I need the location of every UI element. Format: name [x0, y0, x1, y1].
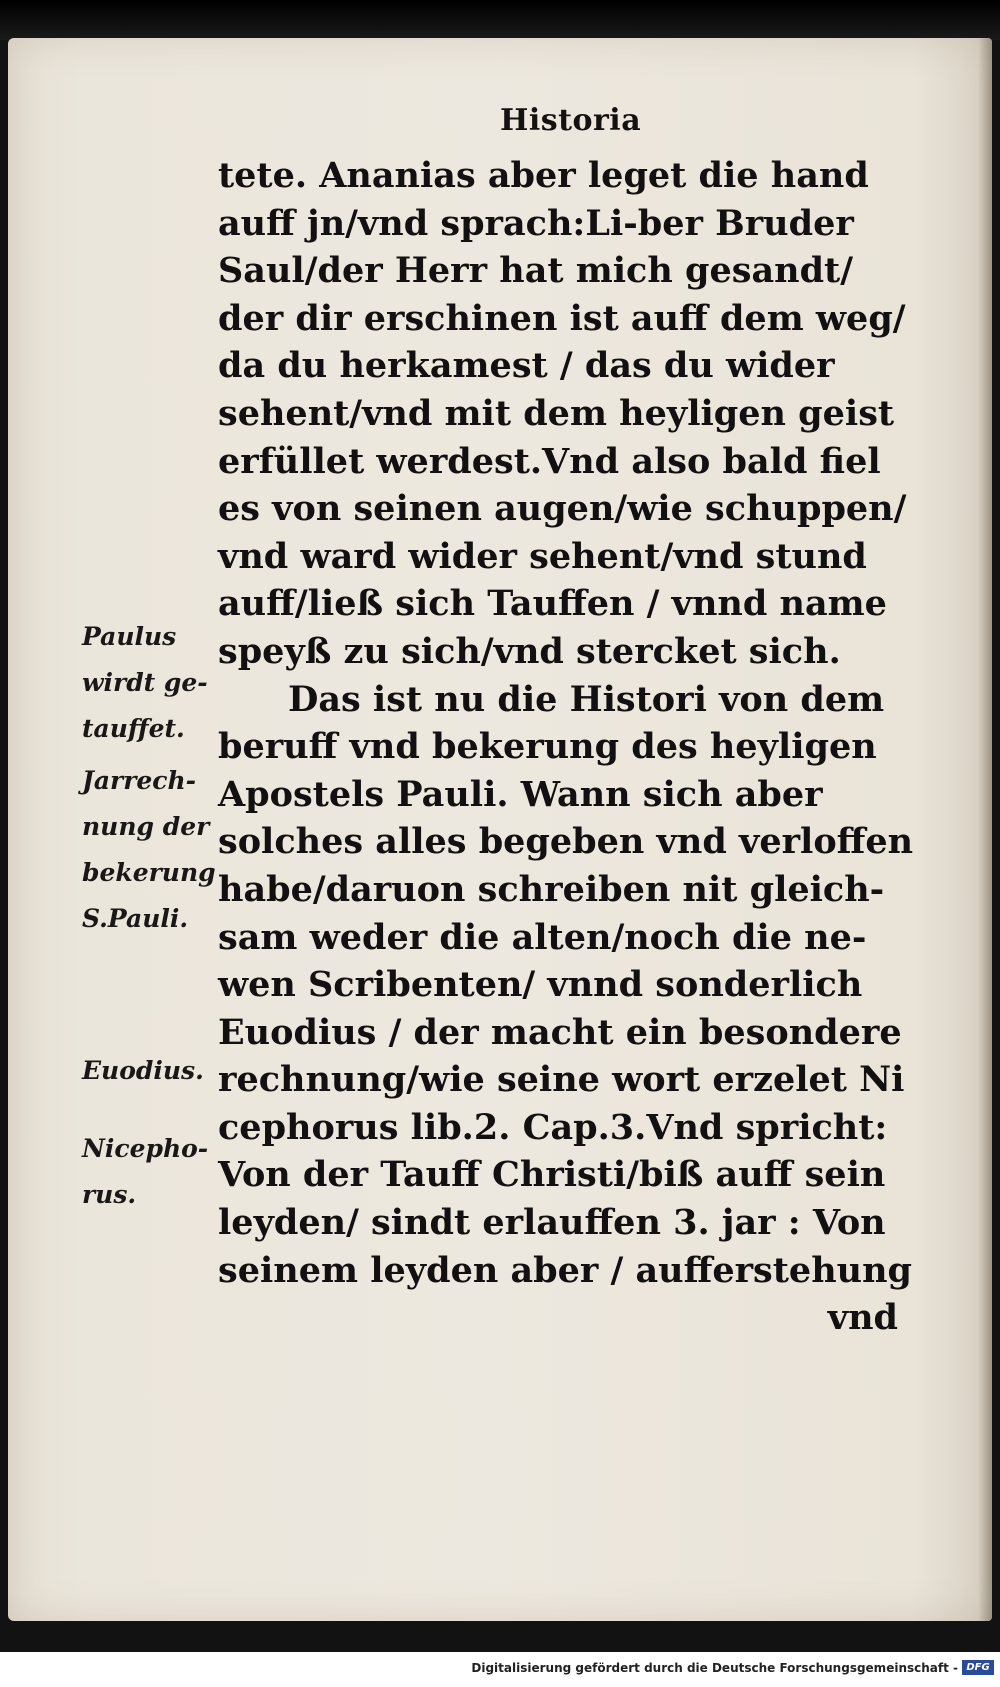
text-line: auff/ließ sich Tauffen / vnnd name — [218, 583, 887, 625]
text-line: es von seinen augen/wie schuppen/ — [218, 488, 907, 530]
text-line: habe/daruon schreiben nit gleich- — [218, 868, 885, 910]
text-line: Saul/der Herr hat mich gesandt/ — [218, 250, 853, 292]
text-line: sam weder die alten/noch die ne- — [218, 916, 867, 958]
text-line: rechnung/wie seine wort erzelet Ni — [218, 1059, 905, 1101]
text-line: Von der Tauff Christi/biß auff sein — [218, 1154, 886, 1196]
text-line: solches alles begeben vnd verloffen — [218, 821, 914, 863]
text-line: speyß zu sich/vnd stercket sich. — [218, 630, 841, 672]
book-page — [8, 38, 992, 1621]
running-head: Historia — [500, 103, 642, 138]
text-line: der dir erschinen ist auff dem weg/ — [218, 297, 906, 339]
text-line: wen Scribenten/ vnnd sonderlich — [218, 964, 863, 1006]
scan-top-edge — [0, 0, 1000, 40]
text-line: seinem leyden aber / aufferstehung — [218, 1249, 913, 1291]
margin-note-line: rus. — [82, 1180, 137, 1209]
digitization-credit: Digitalisierung gefördert durch die Deutsche Forschungsgemeinschaft - — [471, 1661, 958, 1675]
text-line: da du herkamest / das du wider — [218, 345, 835, 387]
text-line: Apostels Pauli. Wann sich aber — [218, 773, 823, 815]
text-line: beruff vnd bekerung des heyligen — [218, 726, 877, 768]
margin-note-euodius — [82, 1048, 232, 1094]
catchword: vnd — [827, 1297, 898, 1339]
text-line: cephorus lib.2. Cap.3.Vnd spricht: — [218, 1106, 888, 1148]
margin-note-line: wirdt ge- — [82, 668, 208, 697]
margin-note-nicephorus — [82, 1126, 232, 1218]
text-line: Das ist nu die Histori von dem — [288, 678, 885, 720]
margin-note-line: Paulus — [82, 622, 177, 651]
margin-note-line: S.Pauli. — [82, 904, 189, 933]
text-line: Euodius / der macht ein besondere — [218, 1011, 902, 1053]
text-line: vnd ward wider sehent/vnd stund — [218, 535, 867, 577]
margin-note-line: bekerung — [82, 858, 216, 887]
dfg-logo: DFG — [962, 1660, 994, 1675]
text-line: tete. Ananias aber leget die hand — [218, 155, 869, 196]
text-line: erfüllet werdest.Vnd also bald fiel — [218, 440, 881, 482]
margin-note-jarrechnung — [82, 758, 232, 942]
body-text — [218, 152, 918, 1342]
text-line: auff jn/vnd sprach:Li-ber Bruder — [218, 202, 854, 244]
margin-note-line: Jarrech- — [82, 766, 197, 795]
margin-note-paulus — [82, 614, 232, 752]
text-line: leyden/ sindt erlauffen 3. jar : Von — [218, 1202, 886, 1244]
margin-note-line: tauffet. — [82, 714, 185, 743]
margin-note-line: Nicepho- — [82, 1134, 209, 1163]
margin-note-line: Euodius. — [82, 1056, 204, 1085]
text-line: sehent/vnd mit dem heyligen geist — [218, 392, 895, 434]
margin-note-line: nung der — [82, 812, 210, 841]
